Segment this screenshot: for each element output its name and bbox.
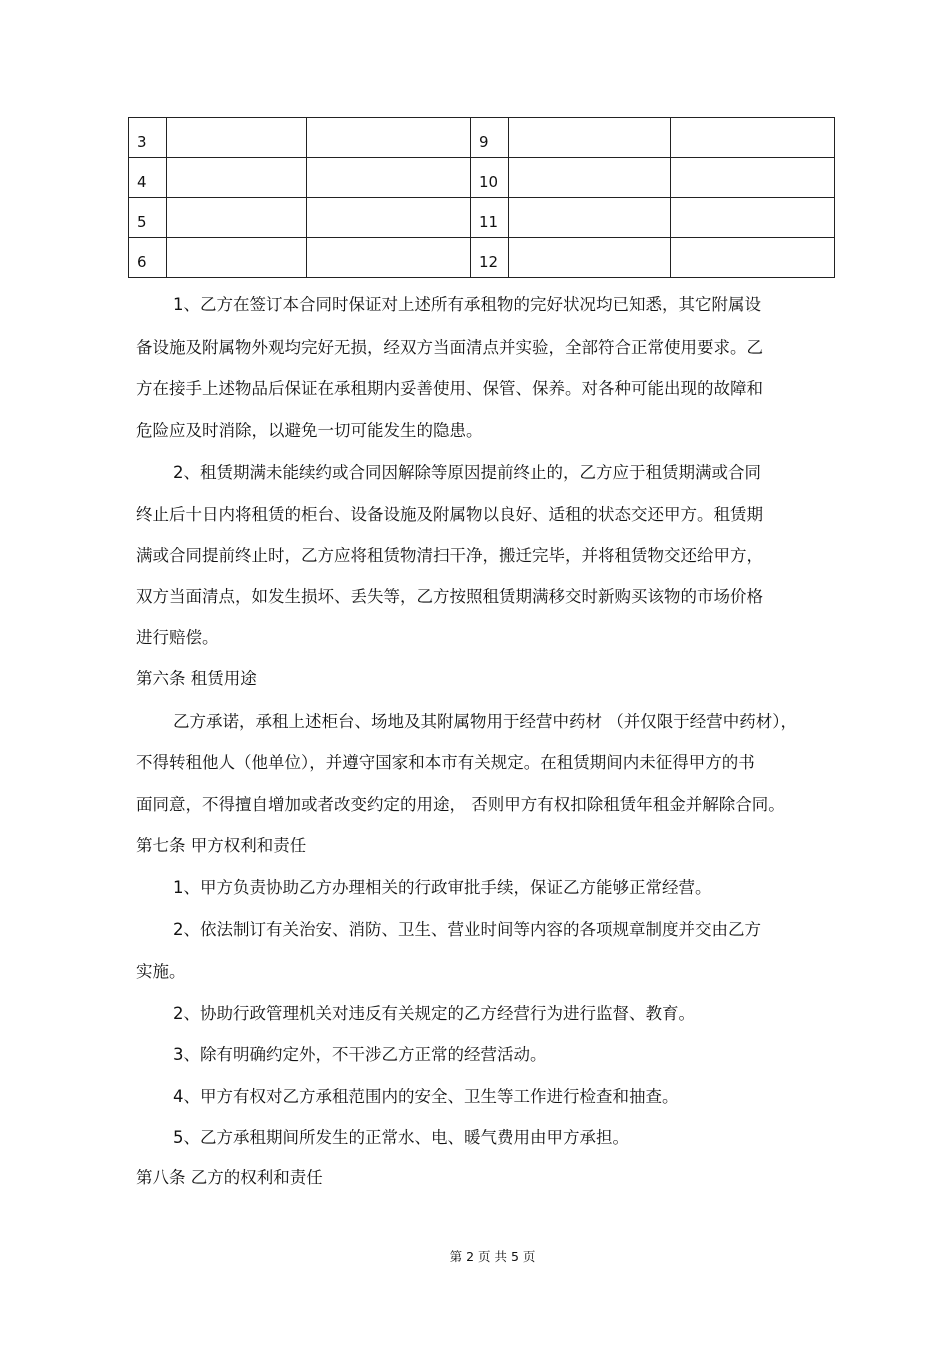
- clause7-item-line: 1、甲方负责协助乙方办理相关的行政审批手续，保证乙方能够正常经营。: [173, 878, 712, 897]
- table-cell: 6: [129, 238, 167, 278]
- clause7-item-line: 2、依法制订有关治安、消防、卫生、营业时间等内容的各项规章制度并交由乙方: [173, 920, 761, 939]
- table-cell: [307, 198, 471, 238]
- table-cell: 9: [471, 118, 509, 158]
- table-cell: [307, 238, 471, 278]
- table-cell: [167, 158, 307, 198]
- clause5-item2-line: 进行赔偿。: [136, 628, 219, 647]
- table-cell: [671, 238, 835, 278]
- clause5-item1-line: 方在接手上述物品后保证在承租期内妥善使用、保管、保养。对各种可能出现的故障和: [136, 379, 763, 398]
- clause5-item2-line: 终止后十日内将租赁的柜台、设备设施及附属物以良好、适租的状态交还甲方。租赁期: [136, 505, 763, 524]
- table-row: [129, 238, 835, 278]
- table-cell: [167, 118, 307, 158]
- table-cell: 11: [471, 198, 509, 238]
- table-row: [129, 158, 835, 198]
- clause7-item-line: 4、甲方有权对乙方承租范围内的安全、卫生等工作进行检查和抽查。: [173, 1087, 679, 1106]
- clause7-item-line: 5、乙方承租期间所发生的正常水、电、暖气费用由甲方承担。: [173, 1128, 629, 1147]
- clause7-item-line: 2、协助行政管理机关对违反有关规定的乙方经营行为进行监督、教育。: [173, 1004, 695, 1023]
- table-cell: [671, 198, 835, 238]
- clause5-item2-line: 2、租赁期满未能续约或合同因解除等原因提前终止的，乙方应于租赁期满或合同: [173, 463, 761, 482]
- clause8-heading: 第八条 乙方的权利和责任: [136, 1168, 323, 1187]
- clause6-heading: 第六条 租赁用途: [136, 669, 257, 688]
- table-cell: [167, 198, 307, 238]
- table-cell: 12: [471, 238, 509, 278]
- table-cell: 3: [129, 118, 167, 158]
- clause7-item-line: 3、除有明确约定外，不干涉乙方正常的经营活动。: [173, 1045, 547, 1064]
- table-cell: 4: [129, 158, 167, 198]
- table-cell: [167, 238, 307, 278]
- clause5-item1-line: 备设施及附属物外观均完好无损，经双方当面清点并实验，全部符合正常使用要求。乙: [136, 338, 763, 357]
- clause5-item1-line: 1、乙方在签订本合同时保证对上述所有承租物的完好状况均已知悉，其它附属设: [173, 295, 761, 314]
- table-cell: [509, 118, 671, 158]
- table-cell: [671, 118, 835, 158]
- clause6-body-line: 面同意，不得擅自增加或者改变约定的用途， 否则甲方有权扣除租赁年租金并解除合同。: [136, 795, 785, 814]
- table-cell: 10: [471, 158, 509, 198]
- table-cell: [509, 238, 671, 278]
- table-cell: [509, 198, 671, 238]
- table-cell: [509, 158, 671, 198]
- table-cell: [307, 158, 471, 198]
- inventory-table: [128, 117, 835, 278]
- table-cell: 5: [129, 198, 167, 238]
- clause5-item1-line: 危险应及时消除，以避免一切可能发生的隐患。: [136, 421, 483, 440]
- clause6-body-line: 不得转租他人（他单位），并遵守国家和本市有关规定。在租赁期间内未征得甲方的书: [136, 753, 755, 772]
- clause5-item2-line: 双方当面清点，如发生损坏、丢失等，乙方按照租赁期满移交时新购买该物的市场价格: [136, 587, 763, 606]
- clause5-item2-line: 满或合同提前终止时，乙方应将租赁物清扫干净，搬迁完毕，并将租赁物交还给甲方，: [136, 546, 763, 565]
- table-cell: [671, 158, 835, 198]
- clause7-item-line: 实施。: [136, 962, 186, 981]
- table-row: [129, 198, 835, 238]
- clause7-heading: 第七条 甲方权利和责任: [136, 836, 307, 855]
- page-number-footer: 第 2 页 共 5 页: [449, 1249, 536, 1264]
- clause6-body-line: 乙方承诺，承租上述柜台、场地及其附属物用于经营中药材 （并仅限于经营中药材），: [173, 712, 797, 731]
- table-cell: [307, 118, 471, 158]
- table-row: [129, 118, 835, 158]
